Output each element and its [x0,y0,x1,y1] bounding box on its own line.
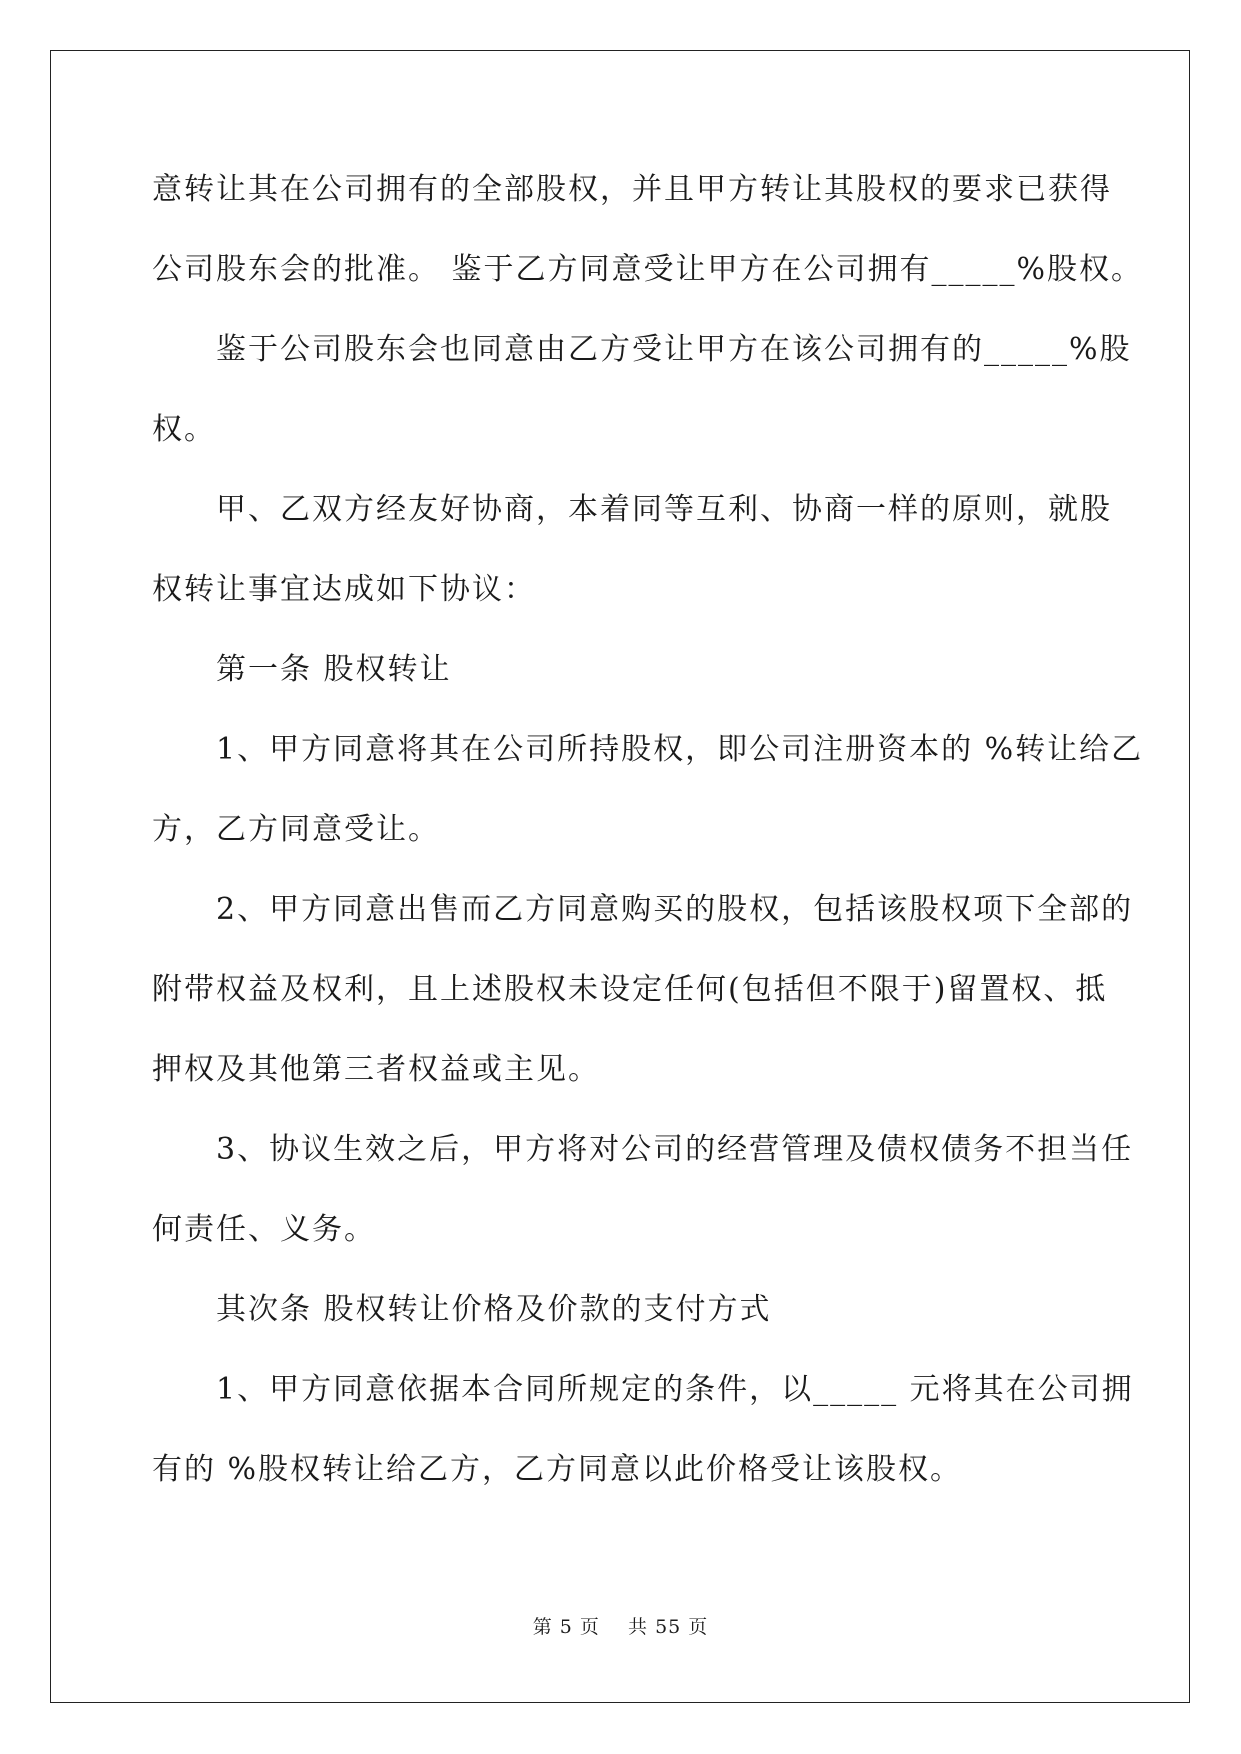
text-line-17: 有的 %股权转让给乙方，乙方同意以此价格受让该股权。 [152,1452,963,1487]
text-line-16: 1、甲方同意依据本合同所规定的条件，以_____ 元将其在公司拥 [216,1372,1134,1407]
text-line-14: 何责任、义务。 [152,1212,376,1247]
text-line-1: 意转让其在公司拥有的全部股权，并且甲方转让其股权的要求已获得 [152,172,1112,207]
section-heading-2: 其次条 股权转让价格及价款的支付方式 [216,1292,772,1327]
text-line-10: 2、甲方同意出售而乙方同意购买的股权，包括该股权项下全部的 [216,892,1134,927]
page-number-footer [0,1612,1241,1639]
section-heading-1: 第一条 股权转让 [216,652,452,687]
text-line-9: 方，乙方同意受让。 [152,812,440,847]
text-line-11: 附带权益及权利，且上述股权未设定任何(包括但不限于)留置权、抵 [152,972,1108,1007]
text-line-12: 押权及其他第三者权益或主见。 [152,1052,600,1087]
page-number-label: 第 5 页 共 55 页 [532,1616,709,1638]
text-line-6: 权转让事宜达成如下协议： [152,572,536,607]
text-line-4: 权。 [152,412,216,447]
text-line-8: 1、甲方同意将其在公司所持股权，即公司注册资本的 %转让给乙 [216,732,1144,767]
text-line-13: 3、协议生效之后，甲方将对公司的经营管理及债权债务不担当任 [216,1132,1134,1167]
text-line-3: 鉴于公司股东会也同意由乙方受让甲方在该公司拥有的_____%股 [216,332,1132,367]
document-body [152,150,1144,1510]
text-line-5: 甲、乙双方经友好协商，本着同等互利、协商一样的原则，就股 [216,492,1112,527]
text-line-2: 公司股东会的批准。 鉴于乙方同意受让甲方在公司拥有_____%股权。 [152,252,1144,287]
